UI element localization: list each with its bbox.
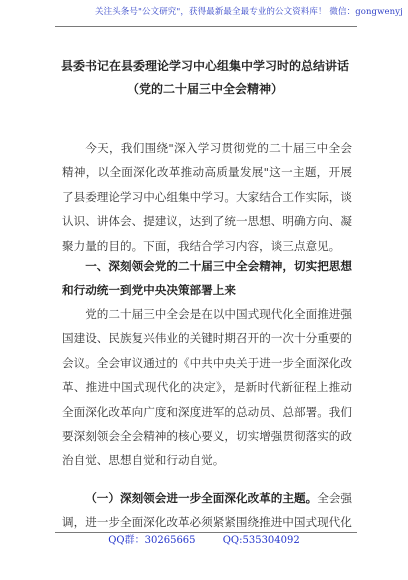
header-divider [55, 26, 357, 27]
header-banner: 关注头条号"公文研究"，获得最新最全最专业的公文资料库！ 微信：gongwenyj [95, 7, 403, 17]
document-subtitle: （党的二十届三中全会精神） [126, 82, 283, 96]
intro-paragraph: 今天，我们围绕"深入学习贯彻党的二十届三中全会精神，以全面深化改革推动高质量发展"这一主题，开展了县委理论学习中心组集中学习。大家结合工作实际，谈认识、讲体会、提建议，达到了统一思想、明确方向、凝聚力量的目的。下面，我结合学习内容，谈三点意见。 [62, 141, 352, 253]
footer-divider [55, 532, 357, 533]
subsection-1-paragraph [62, 486, 352, 535]
subsection-1-heading: （一）深刻领会进一步全面深化改革的主题。 [85, 491, 318, 505]
document-title: 县委书记在县委理论学习中心组集中学习时的总结讲话 [60, 59, 349, 73]
footer-contact [0, 534, 408, 548]
section-1-paragraph: 党的二十届三中全会是在以中国式现代化全面推进强国建设、民族复兴伟业的关键时期召开的一次十分重要的会议。全会审议通过的《中共中央关于进一步全面深化改革、推进中国式现代化的决定》，是新时代新征程上推动全面深化改革向广度和深度进军的总动员、总部署。我们要深刻领会全会精神的核心要义，切实增强贯彻落实的政治自觉、思想自觉和行动自觉。 [62, 307, 352, 468]
subsection-1-text: 全会强调，进一步全面深化改革必须紧紧围绕推进中国式现代化 [62, 491, 352, 530]
section-1-heading: 一、深刻领会党的二十届三中全会精神，切实把思想和行动统一到党中央决策部署上来 [62, 259, 352, 298]
footer-qq-group: QQ群：30265665 [108, 535, 196, 546]
footer-qq: QQ:535304092 [222, 535, 300, 546]
